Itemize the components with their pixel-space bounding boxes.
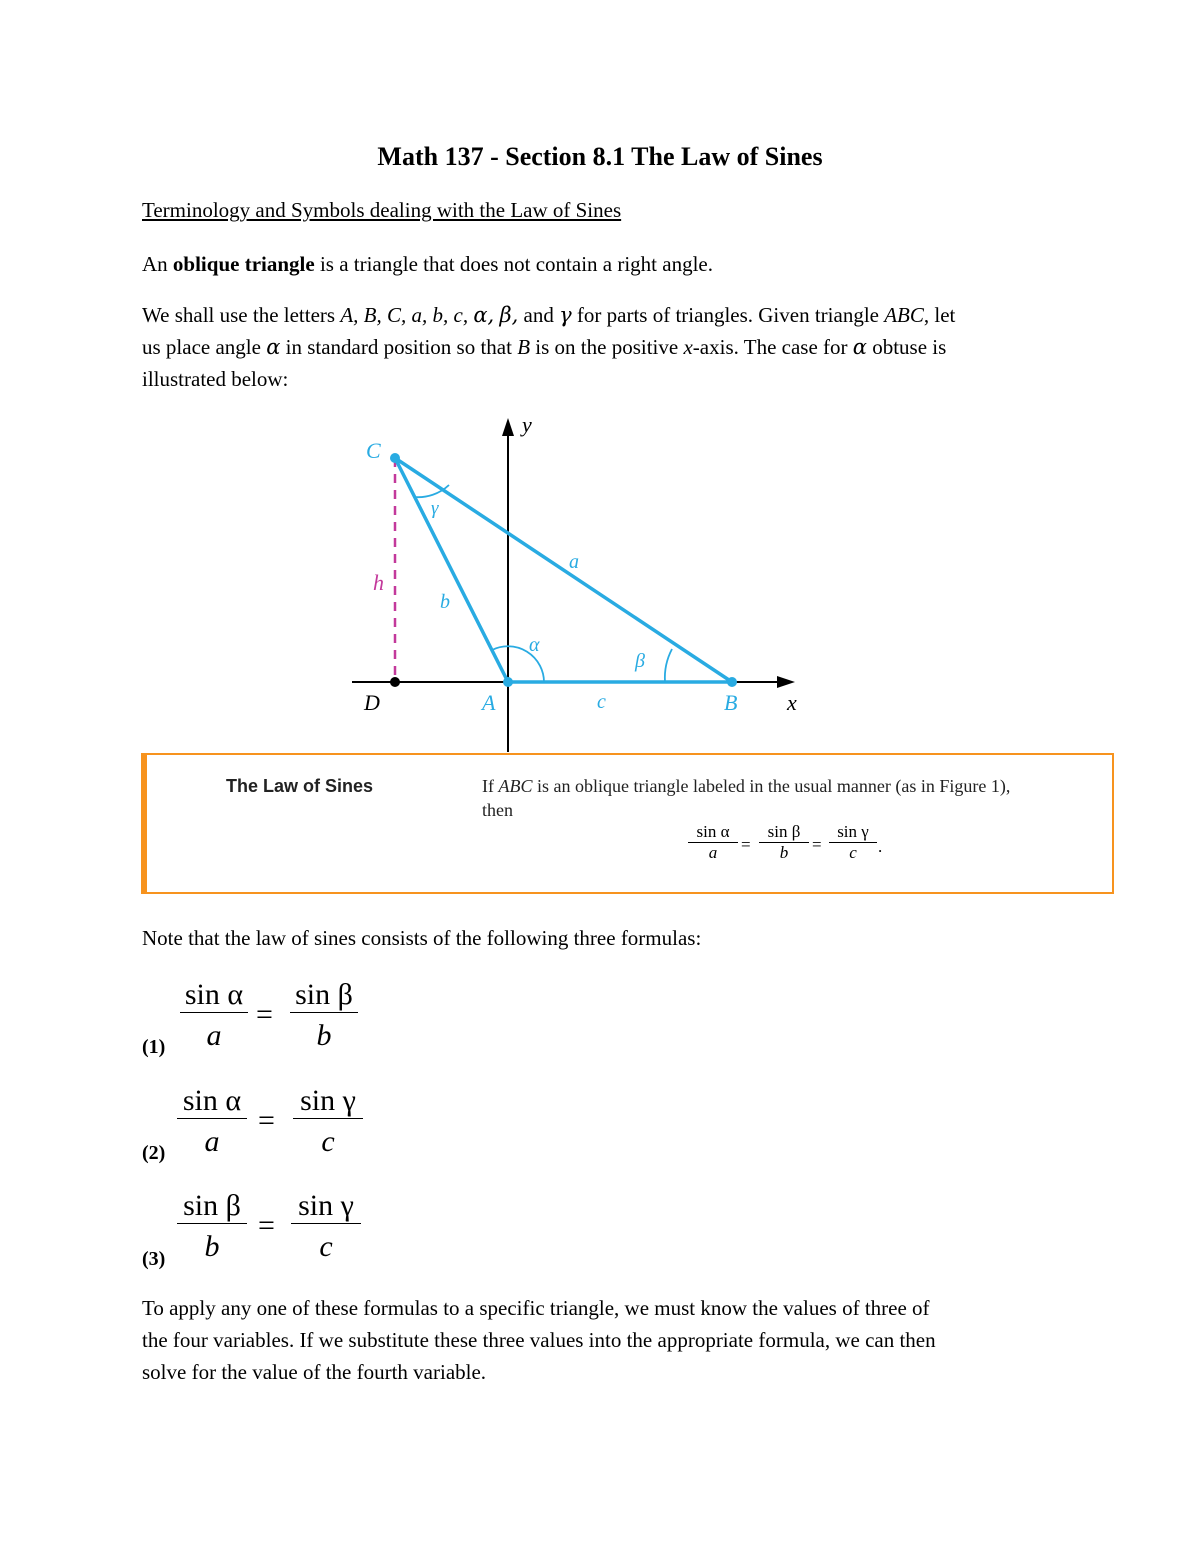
formula-3-label: (3): [142, 1248, 166, 1270]
fraction-bar: [293, 1118, 363, 1119]
text: We shall use the letters: [142, 303, 341, 327]
formula-2-equals: =: [258, 1104, 275, 1137]
text: us place angle: [142, 335, 267, 359]
x-axis-arrow: [777, 676, 795, 688]
denominator: b: [779, 843, 789, 862]
text: is a triangle that does not contain a right angle.: [314, 252, 713, 276]
y-axis-arrow: [502, 418, 514, 436]
law-box-heading: The Law of Sines: [226, 776, 374, 796]
label-c: C: [366, 438, 381, 463]
para-line: To apply any one of these formulas to a specific triangle, we must know the values of three of: [142, 1296, 930, 1320]
para-line: [142, 331, 1072, 363]
point-a: [503, 677, 513, 687]
law-period: .: [878, 837, 883, 856]
triangle-name: ABC: [884, 303, 924, 327]
denominator: c: [849, 843, 857, 862]
denominator: a: [708, 843, 718, 862]
alpha-symbol: α: [266, 335, 281, 359]
denominator: c: [319, 1230, 333, 1263]
oblique-definition: [142, 248, 713, 280]
numerator: sin β: [183, 1189, 241, 1222]
triangle-abc: [395, 458, 732, 682]
closing-paragraph: [142, 1292, 1072, 1388]
triangle-name: ABC: [498, 776, 533, 796]
law-equals-2: =: [812, 835, 822, 854]
denominator: b: [204, 1230, 220, 1263]
numerator: sin α: [182, 1084, 242, 1117]
law-fraction-3: [829, 822, 877, 863]
law-line-2: then: [482, 800, 513, 820]
point-d: [390, 677, 400, 687]
denominator: a: [204, 1125, 220, 1158]
law-line-1: [482, 774, 1102, 798]
formula-3-left: [177, 1189, 247, 1264]
numerator: sin γ: [837, 822, 869, 841]
formula-2-left: [177, 1084, 247, 1159]
label-b: B: [724, 690, 738, 715]
fraction-bar: [290, 1012, 358, 1013]
denominator: a: [206, 1019, 222, 1052]
section-subheading: Terminology and Symbols dealing with the Law of Sines: [142, 198, 622, 222]
label-x: x: [787, 690, 797, 715]
numerator: sin β: [767, 822, 801, 841]
fraction-bar: [180, 1012, 248, 1013]
label-beta: β: [635, 650, 645, 672]
letters-paragraph: [142, 299, 1072, 395]
label-d: D: [364, 690, 380, 715]
note-text: Note that the law of sines consists of the following three formulas:: [142, 926, 702, 950]
label-side-c: c: [597, 691, 606, 713]
numerator: sin α: [184, 978, 244, 1011]
letters: A, B, C, a, b, c,: [340, 303, 469, 327]
text: An: [142, 252, 173, 276]
formula-3-equals: =: [258, 1209, 275, 1242]
formula-1-label: (1): [142, 1036, 166, 1058]
text: , let: [923, 303, 956, 327]
label-gamma: γ: [431, 498, 439, 519]
x-var: x: [683, 335, 693, 359]
denominator: c: [321, 1125, 335, 1158]
oblique-term: oblique triangle: [172, 252, 315, 276]
text: If: [482, 776, 499, 796]
para-line: [142, 299, 1072, 331]
text: and: [518, 303, 560, 327]
label-side-a: a: [569, 551, 579, 573]
text: obtuse is: [866, 335, 947, 359]
para-line: solve for the value of the fourth variable.: [142, 1360, 487, 1384]
fraction-bar: [177, 1223, 247, 1224]
text: is on the positive: [530, 335, 684, 359]
denominator: b: [316, 1019, 332, 1052]
beta-arc: [665, 649, 672, 682]
page-title: Math 137 - Section 8.1 The Law of Sines: [377, 142, 823, 171]
para-line: illustrated below:: [142, 367, 289, 391]
point-b: [727, 677, 737, 687]
law-equals-1: =: [741, 835, 751, 854]
label-side-b: b: [440, 591, 450, 613]
triangle-figure: [350, 405, 820, 755]
formula-1-equals: =: [256, 998, 273, 1031]
alpha-symbol: α: [852, 335, 867, 359]
formula-1-left: [180, 978, 248, 1053]
formula-1-right: [290, 978, 358, 1053]
para-line: the four variables. If we substitute these three values into the appropriate formula, we can then: [142, 1328, 936, 1352]
point-b: B: [517, 335, 531, 359]
fraction-bar: [177, 1118, 247, 1119]
numerator: sin β: [295, 978, 353, 1011]
text: for parts of triangles. Given triangle: [571, 303, 885, 327]
formula-2-label: (2): [142, 1142, 166, 1164]
point-c: [390, 453, 400, 463]
label-h: h: [373, 570, 384, 595]
text: in standard position so that: [280, 335, 518, 359]
numerator: sin α: [696, 822, 730, 841]
law-fraction-1: [688, 822, 738, 863]
law-box-text: [482, 774, 1102, 822]
alpha-symbol: α,: [473, 303, 495, 327]
formula-2-right: [293, 1084, 363, 1159]
formula-3-right: [291, 1189, 361, 1264]
text: -axis. The case for: [692, 335, 853, 359]
fraction-bar: [291, 1223, 361, 1224]
numerator: sin γ: [300, 1084, 356, 1117]
label-y: y: [522, 412, 532, 437]
text: is an oblique triangle labeled in the usual manner (as in Figure 1),: [532, 776, 1011, 796]
label-alpha: α: [529, 634, 540, 656]
beta-symbol: β,: [499, 303, 519, 327]
numerator: sin γ: [298, 1189, 354, 1222]
gamma-symbol: γ: [559, 303, 572, 327]
label-a: A: [482, 690, 496, 715]
law-fraction-2: [759, 822, 809, 863]
